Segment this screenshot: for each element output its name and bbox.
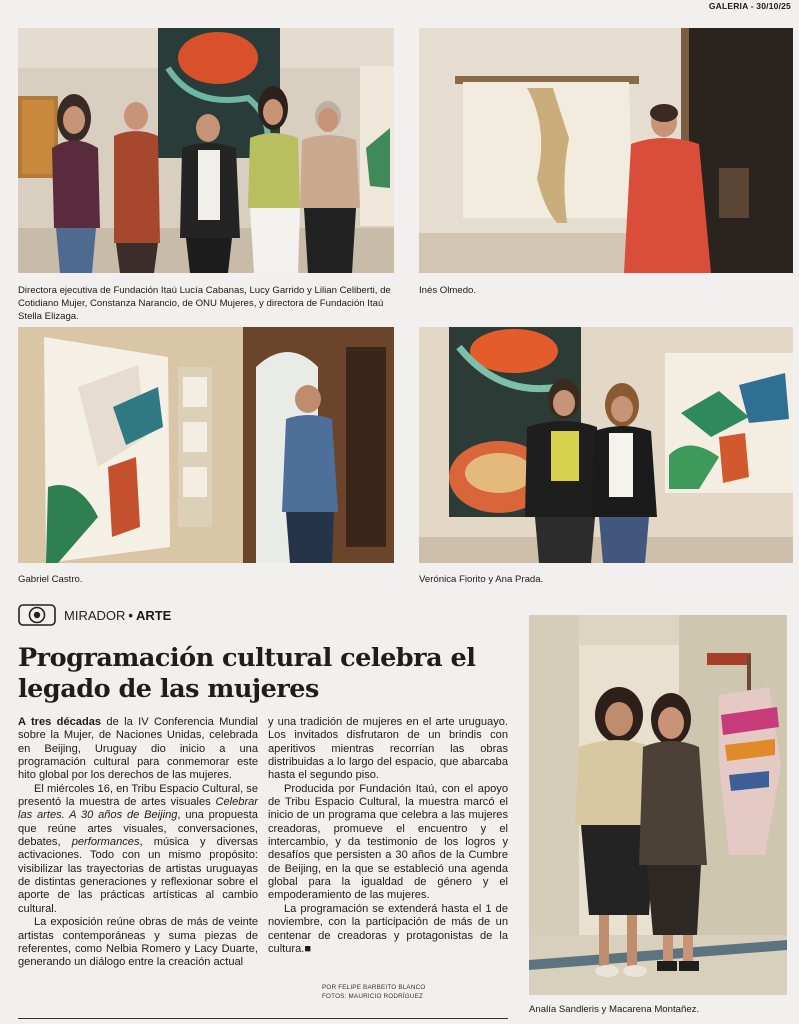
photo-man-doorway — [18, 327, 394, 563]
article-paragraph-5: Producida por Fundación Itaú, con el apoyo de Tribu Espacio Cultural, la muestra marcó el inicio de un programa que celebra a las mujeres creadoras, promueve el encuentro y el intercambio, y da testimonio de los logros y desafíos que persisten a 30 años de la Cumbre de Beijing, en la que se estableció una agenda global para la igualdad de género y el empoderamiento de las mujeres. — [268, 782, 508, 902]
caption-photo-4: Verónica Fiorito y Ana Prada. — [419, 574, 544, 585]
article-paragraph-3: La exposición reúne obras de más de veinte artistas contemporáneas y suma piezas de referentes, como Nelbia Romero y Lacy Duarte, generando un diálogo entre la creación actual — [18, 916, 258, 969]
caption-photo-5: Analía Sandleris y Macarena Montañez. — [529, 1004, 700, 1015]
article-paragraph-1: A tres décadas de la IV Conferencia Mundial sobre la Mujer, de Naciones Unidas, celebrada en Beijing, Uruguay dio inicio a una programación cultural para conmemorar este hito global por los derechos de las mujeres. — [18, 716, 258, 782]
section-date-header: GALERIA - 30/10/25 — [708, 1, 791, 11]
article-credits — [322, 984, 425, 1001]
article-column-2 — [268, 716, 508, 956]
bottom-divider — [18, 1018, 508, 1019]
section-subname: ARTE — [135, 607, 172, 623]
section-name: MIRADOR — [64, 607, 126, 623]
camera-shutter-icon — [18, 604, 56, 626]
photo-two-women-textile — [529, 615, 787, 995]
photo-woman-red-dress — [419, 28, 793, 273]
section-label — [18, 604, 171, 626]
photo-group-five-women — [18, 28, 394, 273]
article-paragraph-6: La programación se extenderá hasta el 1 de noviembre, con la participación de más de un centenar de creadoras y protagonistas de la cultura.■ — [268, 902, 508, 955]
end-mark: ■ — [304, 942, 312, 955]
caption-photo-3: Gabriel Castro. — [18, 574, 83, 585]
photo-two-women-artwork — [419, 327, 793, 563]
article-title: Programación cultural celebra el legado de las mujeres — [18, 643, 476, 704]
section-separator: • — [128, 607, 133, 623]
article-column-1 — [18, 716, 258, 970]
article-paragraph-2: El miércoles 16, en Tribu Espacio Cultural, se presentó la muestra de artes visuales Celebrar las artes. A 30 años de Beijing, una propuesta que reúne artes visuales, conversaciones, debates, performances, música y diversas activaciones. Todo con un mismo propósito: visibilizar las trayectorias de artistas uruguayas de distintas generaciones y reflexionar sobre el aporte de las prácticas artísticas al cambio cultural. — [18, 782, 258, 915]
caption-photo-1: Directora ejecutiva de Fundación Itaú Lucía Cabanas, Lucy Garrido y Lilian Celiberti, de Cotidiano Mujer, Constanza Narancio, de ONU Mujeres, y directora de Fundación Itaú Stella Elizaga. — [18, 285, 391, 322]
lead-in: A tres décadas — [18, 716, 102, 728]
article-paragraph-4: y una tradición de mujeres en el arte uruguayo. Los invitados disfrutaron de un brindis con aperitivos mientras recorrían las obras distribuidas a lo largo del espacio, que abarcaba hasta el segundo piso. — [268, 716, 508, 782]
byline: POR FELIPE BARBEITO BLANCO — [322, 984, 426, 991]
photo-credit: FOTOS: MAURICIO RODRÍGUEZ — [322, 992, 424, 1000]
caption-photo-2: Inés Olmedo. — [419, 285, 477, 296]
